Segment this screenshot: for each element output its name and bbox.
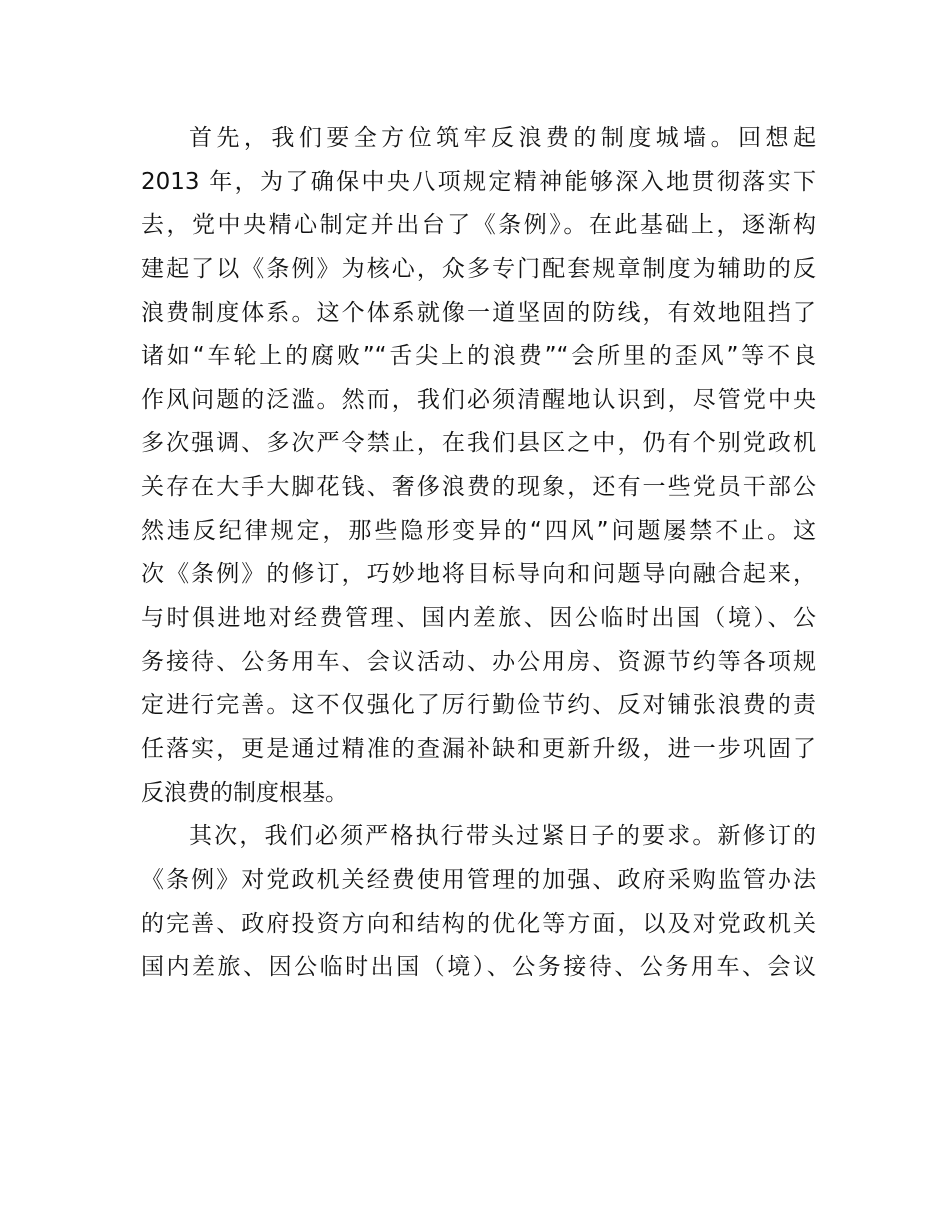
- text-line: 其次，我们必须严格执行带头过紧日子的要求。新修订的: [189, 823, 816, 850]
- text-line: 关存在大手大脚花钱、奢侈浪费的现象，还有一些党员干部公: [141, 474, 816, 501]
- paragraph-2: [141, 815, 816, 990]
- text-line: 《条例》对党政机关经费使用管理的加强、政府采购监管办法: [141, 866, 816, 893]
- document-body: [141, 117, 816, 990]
- text-line: 去，党中央精心制定并出台了《条例》。在此基础上，逐渐构: [141, 212, 816, 239]
- text-line: 任落实，更是通过精准的查漏补缺和更新升级，进一步巩固了: [141, 735, 816, 762]
- text-line: 2013 年，为了确保中央八项规定精神能够深入地贯彻落实下: [141, 168, 816, 195]
- text-line: 然违反纪律规定，那些隐形变异的“四风”问题屡禁不止。这: [141, 517, 816, 544]
- text-line: 浪费制度体系。这个体系就像一道坚固的防线，有效地阻挡了: [141, 299, 816, 326]
- text-line: 的完善、政府投资方向和结构的优化等方面，以及对党政机关: [141, 910, 816, 937]
- text-line: 与时俱进地对经费管理、国内差旅、因公临时出国（境）、公: [141, 605, 816, 632]
- text-line: 首先，我们要全方位筑牢反浪费的制度城墙。回想起: [189, 125, 816, 151]
- text-line: 作风问题的泛滥。然而，我们必须清醒地认识到，尽管党中央: [141, 386, 816, 413]
- text-line: 多次强调、多次严令禁止，在我们县区之中，仍有个别党政机: [141, 430, 816, 457]
- text-line: 定进行完善。这不仅强化了厉行勤俭节约、反对铺张浪费的责: [141, 692, 816, 719]
- text-line: 国内差旅、因公临时出国（境）、公务接待、公务用车、会议: [141, 954, 816, 981]
- text-line: 诸如“车轮上的腐败”“舌尖上的浪费”“会所里的歪风”等不良: [141, 343, 816, 370]
- text-line: 反浪费的制度根基。: [141, 779, 348, 806]
- text-line: 次《条例》的修订，巧妙地将目标导向和问题导向融合起来，: [141, 561, 816, 588]
- text-line: 建起了以《条例》为核心，众多专门配套规章制度为辅助的反: [141, 255, 816, 282]
- paragraph-1: [141, 117, 816, 815]
- text-line: 务接待、公务用车、会议活动、办公用房、资源节约等各项规: [141, 648, 816, 675]
